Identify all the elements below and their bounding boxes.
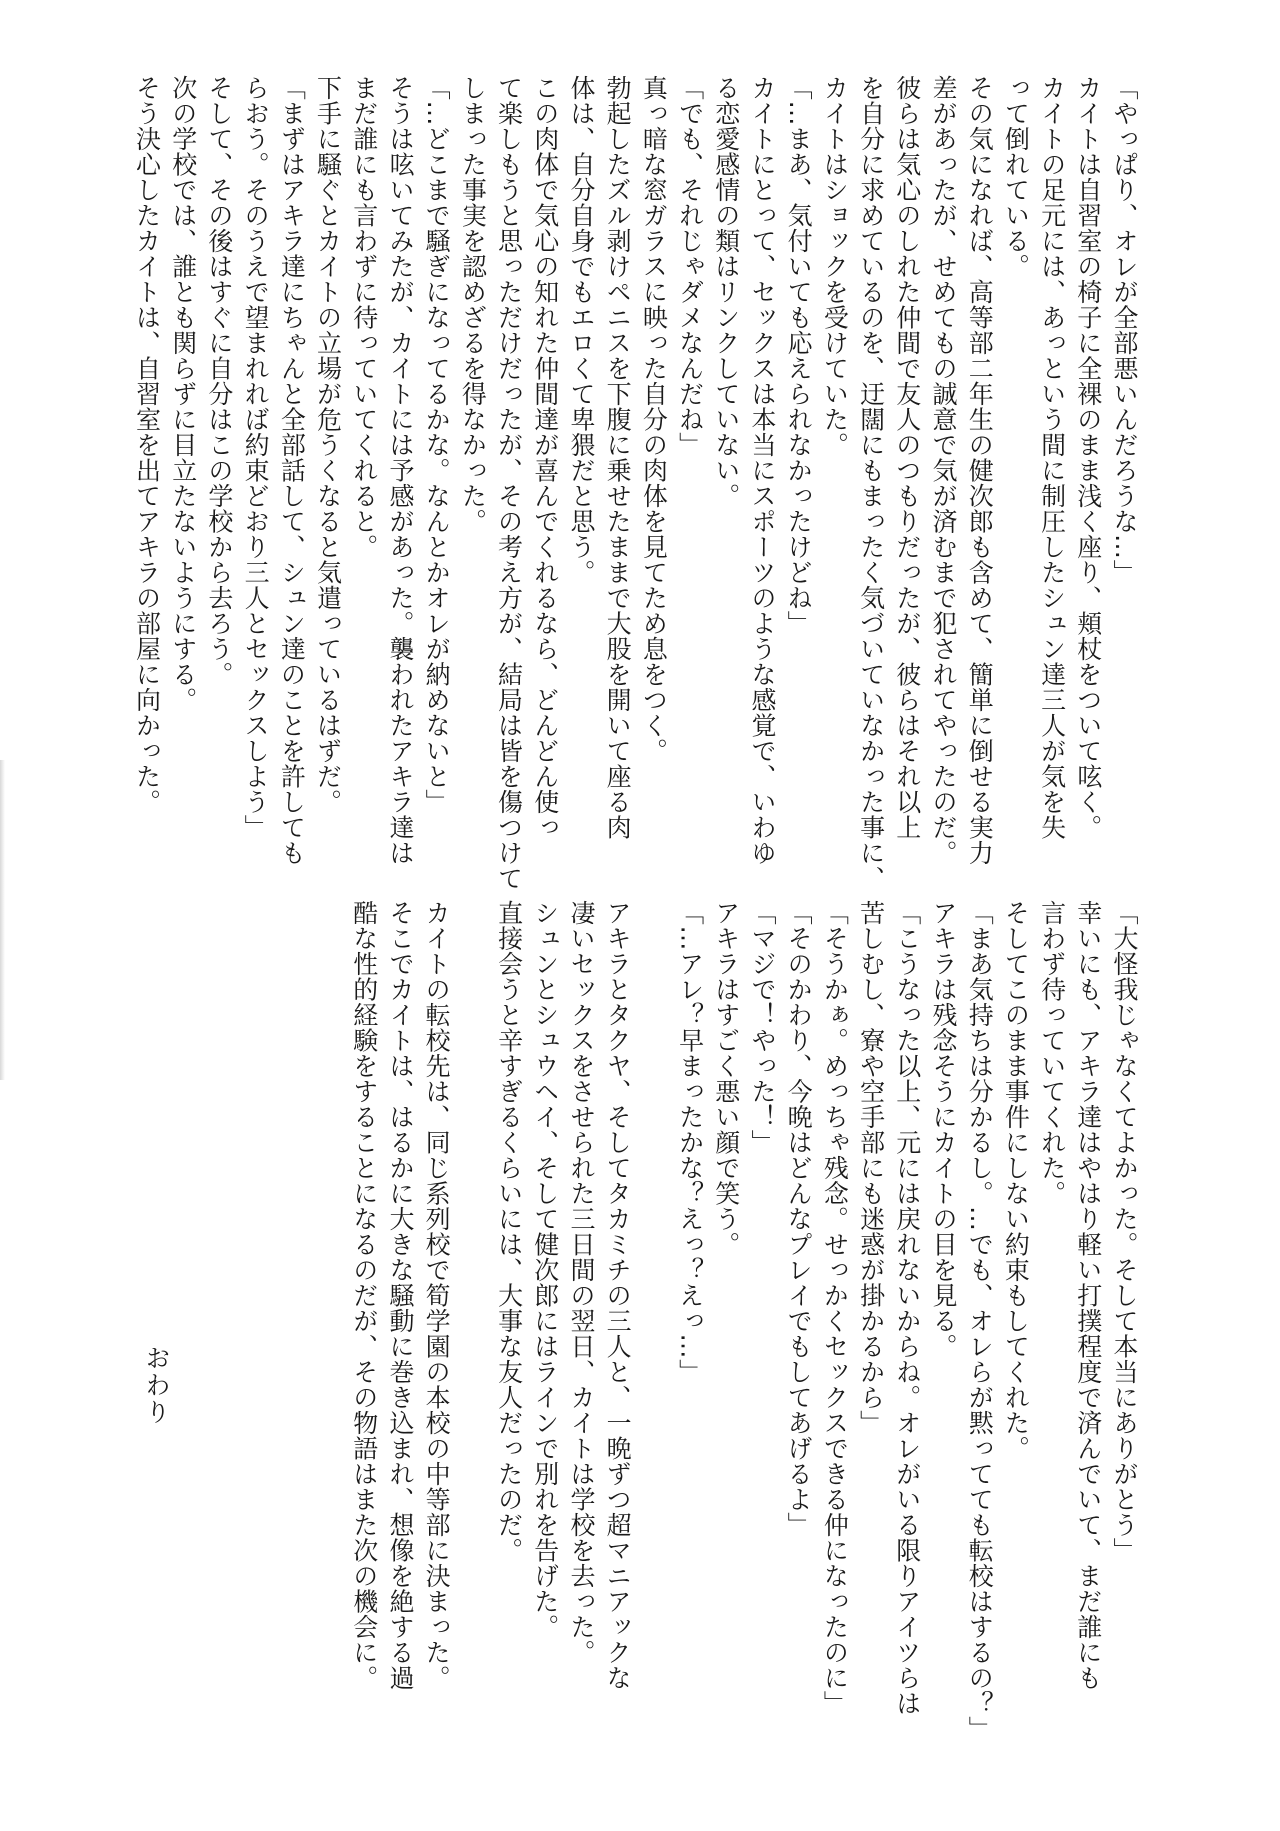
text-column: しまった事実を認めざるを得なかった。: [458, 75, 488, 534]
text-column: 幸いにも、アキラ達はやはり軽い打撲程度で済んでいて、まだ誰にも: [1073, 900, 1103, 1691]
text-column: 「…まあ、気付いても応えられなかったけどね」: [784, 75, 814, 636]
text-column: 苦しむし、寮や空手部にも迷惑が掛かるから」: [856, 900, 886, 1436]
text-column: 真っ暗な窓ガラスに映った自分の肉体を見てため息をつく。: [639, 75, 669, 764]
text-column: 彼らは気心のしれた仲間で友人のつもりだったが、彼らはそれ以上: [892, 75, 922, 840]
text-column: 「そのかわり、今晩はどんなプレイでもしてあげるよ」: [784, 900, 814, 1538]
text-column: 「大怪我じゃなくてよかった。そして本当にありがとう」: [1110, 900, 1139, 1563]
text-column: アキラとタクヤ、そしてタカミチの三人と、一晩ずつ超マニアックな: [603, 900, 633, 1691]
text-column: カイトはショックを受けていた。: [820, 75, 850, 458]
text-column: て楽しもうと思っただけだったが、その考え方が、結局は皆を傷つけて: [494, 75, 524, 891]
text-column: 酷な性的経験をすることになるのだが、その物語はまた次の機会に。: [349, 900, 379, 1691]
text-column: 凄いセックスをさせられた三日間の翌日、カイトは学校を去った。: [566, 900, 596, 1665]
text-column: って倒れている。: [1001, 75, 1031, 279]
text-column: 言わず待っていてくれた。: [1037, 900, 1067, 1206]
text-column: 「まあ気持ちは分かるし。…でも、オレらが黙ってても転校はするの？」: [965, 900, 995, 1742]
text-column: 「…アレ？早まったかな？えっ？えっ…」: [675, 900, 705, 1385]
text-column: 「やっぱり、オレが全部悪いんだろうな…」: [1110, 75, 1139, 585]
text-column: 「そうかぁ。めっちゃ残念。せっかくセックスできる仲になったのに」: [820, 900, 850, 1716]
text-column: まだ誰にも言わずに待っていてくれると。: [349, 75, 379, 560]
text-column: 「…どこまで騒ぎになってるかな。なんとかオレが納めないと」: [422, 75, 452, 815]
text-block-upper: [132, 75, 1142, 891]
text-column: 「こうなった以上、元には戻れないからね。オレがいる限りアイツらは: [892, 900, 922, 1716]
text-column: 「まずはアキラ達にちゃんと全部話して、シュン達のことを許しても: [277, 75, 307, 866]
text-column: カイトにとって、セックスは本当にスポーツのような感覚で、いわゆ: [747, 75, 777, 866]
text-column: 差があったが、せめてもの誠意で気が済むまで犯されてやったのだ。: [928, 75, 958, 866]
text-column: 「マジで！やった！」: [747, 900, 777, 1155]
paragraph-gap: [454, 900, 490, 1660]
text-column: そこでカイトは、はるかに大きな騒動に巻き込まれ、想像を絶する過: [385, 900, 415, 1691]
text-column: カイトの転校先は、同じ系列校で筍学園の本校の中等部に決まった。: [422, 900, 452, 1691]
text-column: カイトの足元には、あっという間に制圧したシュン達三人が気を失: [1037, 75, 1067, 840]
text-column: そして、その後はすぐに自分はこの学校から去ろう。: [204, 75, 234, 687]
text-column: そう決心したカイトは、自習室を出てアキラの部屋に向かった。: [132, 75, 162, 815]
text-column: 直接会うと辛すぎるくらいには、大事な友人だったのだ。: [494, 900, 524, 1563]
paragraph-gap: [635, 900, 671, 1660]
text-column: そしてこのまま事件にしない約束もしてくれた。: [1001, 900, 1031, 1461]
text-column: を自分に求めているのを、迂闊にもまったく気づいていなかった事に、: [856, 75, 886, 891]
end-mark: おわり: [142, 1345, 171, 1426]
text-column: る恋愛感情の類はリンクしていない。: [711, 75, 741, 509]
text-column: アキラはすごく悪い顔で笑う。: [711, 900, 741, 1257]
text-column: カイトは自習室の椅子に全裸のまま浅く座り、頬杖をついて呟く。: [1073, 75, 1103, 840]
binding-shadow: [0, 760, 5, 1080]
text-column: その気になれば、高等部二年生の健次郎も含めて、簡単に倒せる実力: [965, 75, 995, 866]
text-column: 次の学校では、誰とも関らずに目立たないようにする。: [168, 75, 198, 713]
text-column: 勃起したズル剥けペニスを下腹に乗せたままで大股を開いて座る肉: [603, 75, 633, 840]
text-column: らおう。そのうえで望まれれば約束どおり三人とセックスしよう」: [241, 75, 271, 840]
text-block-lower: [132, 900, 1142, 1742]
text-column: 「でも、それじゃダメなんだね」: [675, 75, 705, 458]
text-column: シュンとシュウヘイ、そして健次郎にはラインで別れを告げた。: [530, 900, 560, 1640]
text-column: 下手に騒ぐとカイトの立場が危うくなると気遣っているはずだ。: [313, 75, 343, 815]
text-column: この肉体で気心の知れた仲間達が喜んでくれるなら、どんどん使っ: [530, 75, 560, 840]
text-column: アキラは残念そうにカイトの目を見る。: [928, 900, 958, 1359]
text-column: そうは呟いてみたが、カイトには予感があった。襲われたアキラ達は: [385, 75, 415, 866]
text-column: 体は、自分自身でもエロくて卑猥だと思う。: [566, 75, 596, 585]
